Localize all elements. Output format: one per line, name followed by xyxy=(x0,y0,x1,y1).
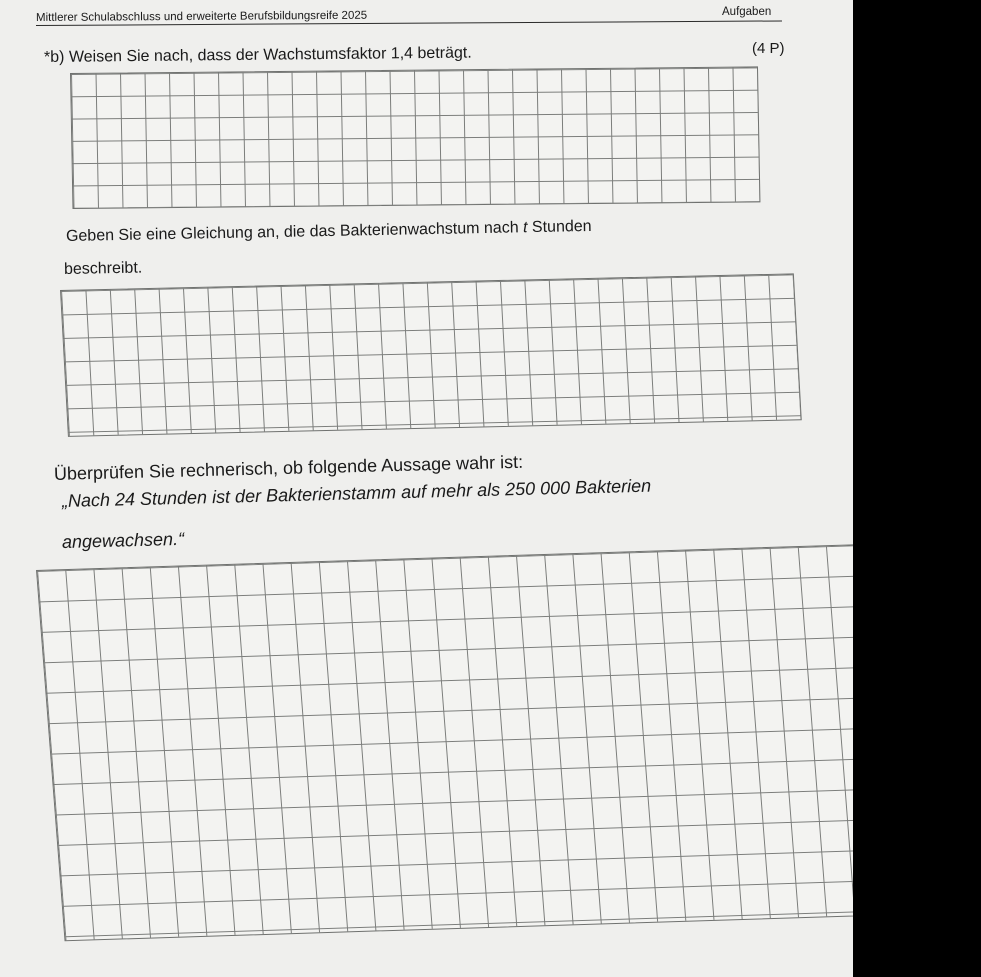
check-statement-text-1: „Nach 24 Stunden ist der Bakterienstamm auf mehr als 250 000 Bakterien xyxy=(61,475,652,511)
answer-grid-equation[interactable] xyxy=(60,273,802,437)
equation-prompt-variable: t xyxy=(522,219,528,237)
header-exam-title: Mittlerer Schulabschluss und erweiterte Berufsbildungsreife 2025 xyxy=(35,9,368,24)
task-b-prompt xyxy=(44,45,472,67)
check-prompt-intro: Überprüfen Sie rechnerisch, ob folgende Aussage wahr ist: xyxy=(53,451,524,484)
check-statement-line2 xyxy=(62,529,185,553)
equation-prompt-line2: beschreibt. xyxy=(63,259,143,278)
answer-grid-verification[interactable] xyxy=(36,544,853,942)
header-section-label: Aufgaben xyxy=(722,6,772,18)
task-b-label: *b) xyxy=(43,48,65,66)
check-statement-text-2: angewachsen.“ xyxy=(61,528,185,552)
equation-prompt-line1 xyxy=(66,218,592,246)
task-b-points: (4 P) xyxy=(752,40,785,57)
task-b-text: Weisen Sie nach, dass der Wachstumsfaktor 1,4 beträgt. xyxy=(68,44,472,66)
equation-prompt-after: Stunden xyxy=(527,217,592,237)
equation-prompt-before: Geben Sie eine Gleichung an, die das Bakterienwachstum nach xyxy=(65,219,524,245)
answer-grid-growth-factor[interactable] xyxy=(70,66,760,209)
background-edge xyxy=(853,0,981,977)
